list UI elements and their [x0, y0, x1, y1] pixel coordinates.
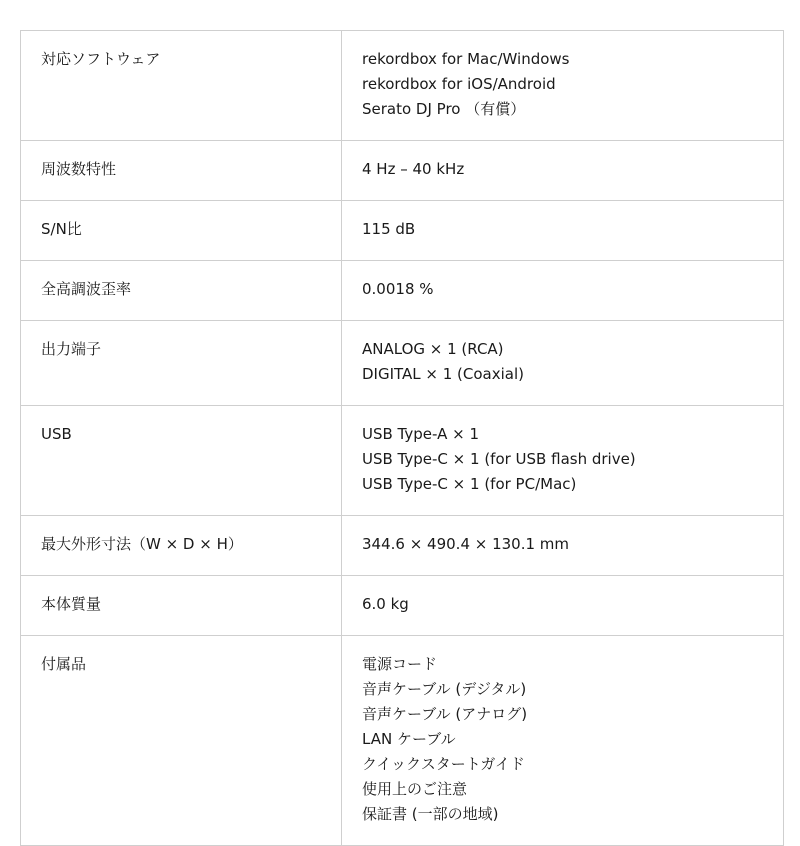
spec-label: 最大外形寸法（W × D × H）	[21, 516, 342, 576]
spec-value	[342, 406, 784, 516]
spec-label: 周波数特性	[21, 141, 342, 201]
spec-value-line: 音声ケーブル (デジタル)	[362, 680, 527, 698]
spec-value-line: rekordbox for iOS/Android	[362, 75, 556, 93]
spec-row-usb	[21, 406, 784, 516]
spec-value	[342, 516, 784, 576]
spec-label: 対応ソフトウェア	[21, 31, 342, 141]
spec-value-line: Serato DJ Pro （有償）	[362, 100, 526, 118]
spec-value	[342, 321, 784, 406]
spec-label: 全高調波歪率	[21, 261, 342, 321]
spec-value-line: 0.0018 %	[362, 280, 434, 298]
spec-label: S/N比	[21, 201, 342, 261]
spec-label: 付属品	[21, 636, 342, 846]
spec-value-line: USB Type-C × 1 (for USB flash drive)	[362, 450, 636, 468]
spec-table	[20, 30, 784, 846]
spec-value-line: rekordbox for Mac/Windows	[362, 50, 570, 68]
spec-value-line: DIGITAL × 1 (Coaxial)	[362, 365, 525, 383]
spec-value-line: USB Type-A × 1	[362, 425, 480, 443]
spec-value-line: 344.6 × 490.4 × 130.1 mm	[362, 535, 570, 553]
spec-value	[342, 636, 784, 846]
spec-value	[342, 31, 784, 141]
spec-value	[342, 576, 784, 636]
spec-value-line: USB Type-C × 1 (for PC/Mac)	[362, 475, 577, 493]
spec-value-line: 115 dB	[362, 220, 416, 238]
spec-table-body	[21, 31, 784, 846]
spec-row-sn-ratio	[21, 201, 784, 261]
spec-value	[342, 141, 784, 201]
spec-value-line: 4 Hz – 40 kHz	[362, 160, 465, 178]
spec-row-dimensions	[21, 516, 784, 576]
spec-value-line: ANALOG × 1 (RCA)	[362, 340, 504, 358]
spec-value	[342, 261, 784, 321]
spec-label: 本体質量	[21, 576, 342, 636]
spec-row-software	[21, 31, 784, 141]
spec-value-line: クイックスタートガイド	[362, 755, 525, 773]
spec-row-frequency-response	[21, 141, 784, 201]
spec-label: 出力端子	[21, 321, 342, 406]
spec-value-line: 保証書 (一部の地域)	[362, 805, 499, 823]
spec-row-thd	[21, 261, 784, 321]
spec-value-line: 音声ケーブル (アナログ)	[362, 705, 528, 723]
spec-label: USB	[21, 406, 342, 516]
spec-value-line: 使用上のご注意	[362, 780, 468, 798]
spec-value	[342, 201, 784, 261]
spec-row-accessories	[21, 636, 784, 846]
spec-row-weight	[21, 576, 784, 636]
spec-value-line: 電源コード	[362, 655, 438, 673]
spec-value-line: LAN ケーブル	[362, 730, 456, 748]
spec-value-line: 6.0 kg	[362, 595, 409, 613]
spec-row-output-terminals	[21, 321, 784, 406]
